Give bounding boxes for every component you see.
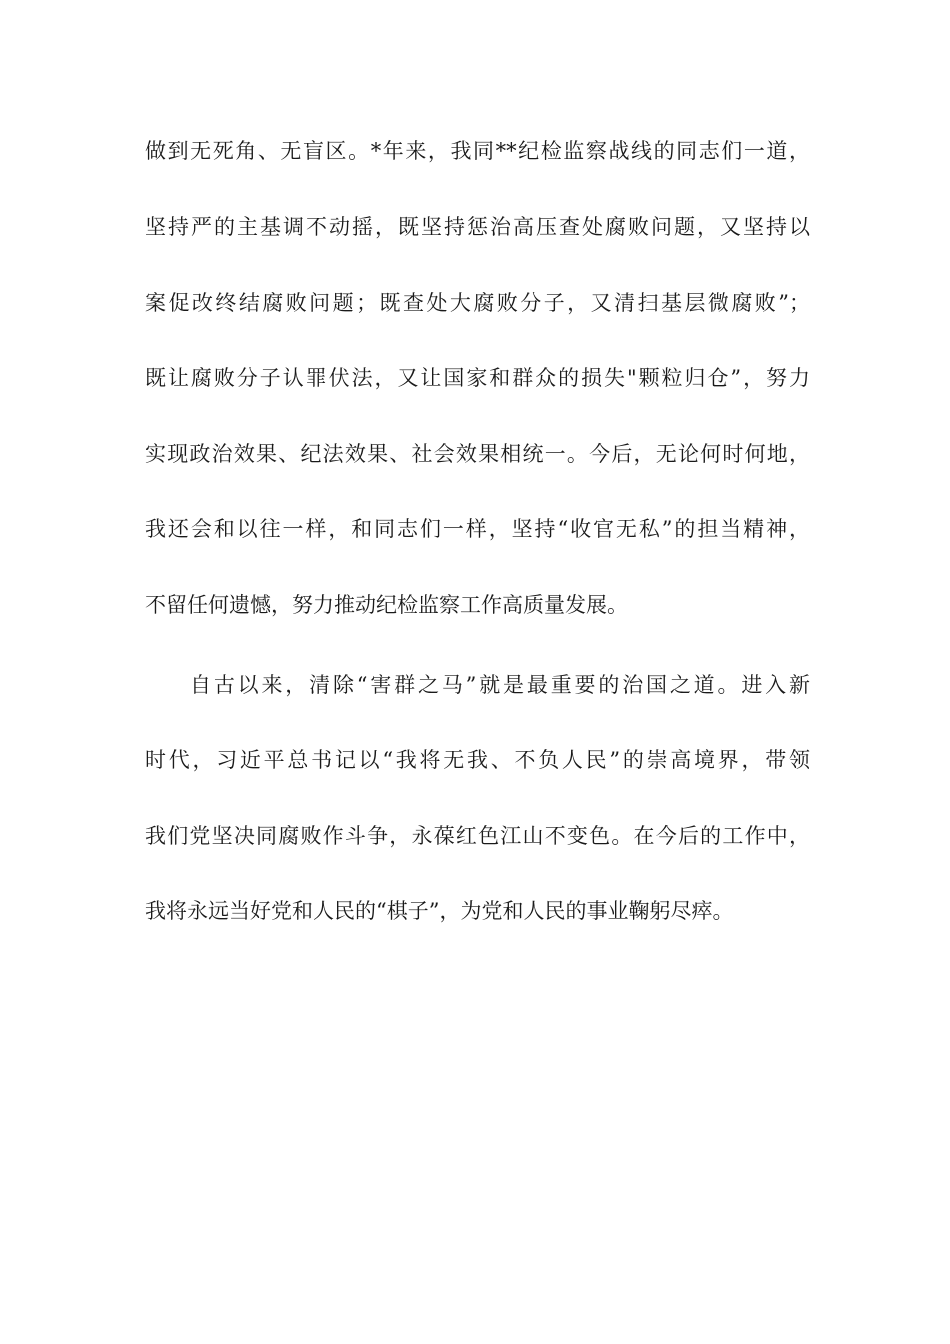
paragraph-line: 实现政治效果、纪法效果、社会效果相统一。今后，无论何时何地， <box>145 442 810 466</box>
paragraph-line: 时代，习近平总书记以“我将无我、不负人民”的崇高境界，带领 <box>145 748 810 772</box>
paragraph-line: 不留任何遗憾，努力推动纪检监察工作高质量发展。 <box>145 593 628 617</box>
paragraph-line: 我将永远当好党和人民的“棋子”，为党和人民的事业鞠躬尽瘁。 <box>145 899 734 923</box>
paragraph-line: 自古以来，清除“害群之马”就是最重要的治国之道。进入新 <box>190 673 810 697</box>
paragraph-line: 坚持严的主基调不动摇，既坚持惩治高压查处腐败问题，又坚持以 <box>145 215 810 239</box>
paragraph-line: 做到无死角、无盲区。*年来，我同**纪检监察战线的同志们一道， <box>145 139 810 163</box>
paragraph-line: 既让腐败分子认罪伏法，又让国家和群众的损失"颗粒归仓”，努力 <box>145 366 810 390</box>
paragraph-line: 案促改终结腐败问题；既查处大腐败分子，又清扫基层微腐败”； <box>145 291 810 315</box>
paragraph-line: 我还会和以往一样，和同志们一样，坚持“收官无私”的担当精神， <box>145 517 810 541</box>
paragraph-line: 我们党坚决同腐败作斗争，永葆红色江山不变色。在今后的工作中， <box>145 824 810 848</box>
